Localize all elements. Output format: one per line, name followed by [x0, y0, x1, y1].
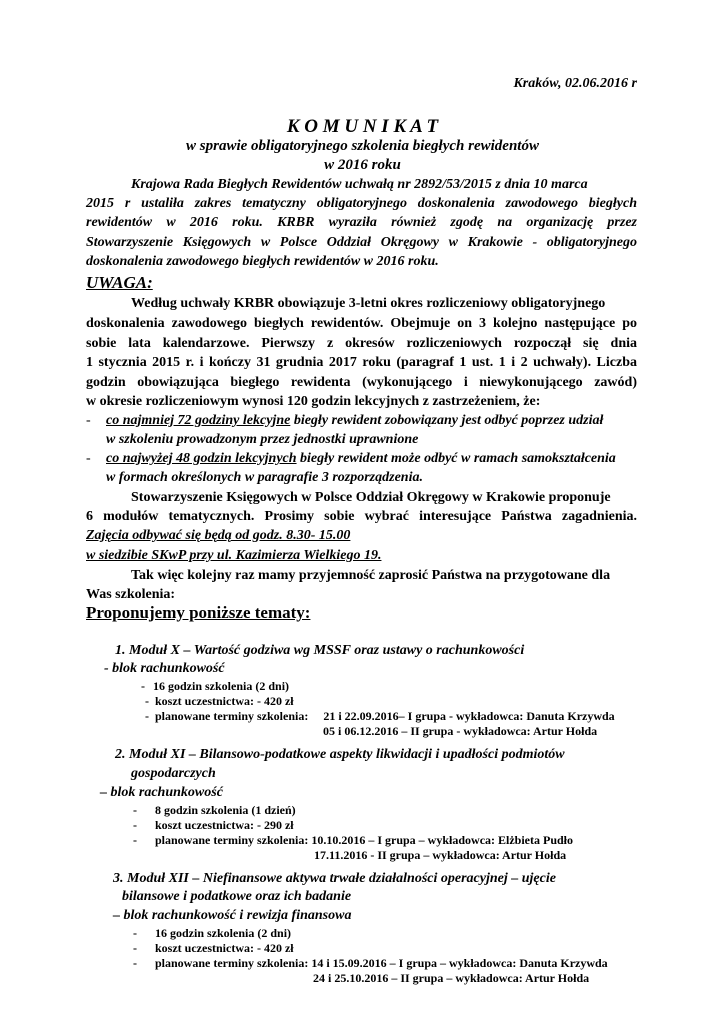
document-subtitle-line-2: w 2016 roku — [324, 157, 401, 173]
module-detail: planowane terminy szkolenia: 10.10.2016 – I grupa – wykładowca: Elżbieta Pudło — [155, 833, 574, 847]
proposal-line: Stowarzyszenie Księgowych w Polsce Oddział Okręgowy w Krakowie proponuje — [131, 490, 611, 505]
uwaga-line: 1 stycznia 2015 r. i kończy 31 grudnia 2017 roku (paragraf 1 ust. 1 i 2 uchwały). Liczba — [86, 355, 637, 370]
detail-dash: - — [133, 803, 137, 817]
detail-dash: - — [133, 818, 137, 832]
intro-line: 2015 r ustaliła zakres tematyczny obligatoryjnego doskonalenia zawodowego biegłych — [86, 196, 637, 211]
invite-line: Tak więc kolejny raz mamy przyjemność zaprosić Państwa na przygotowane dla — [131, 568, 611, 583]
bullet-underlined-text: co najmniej 72 godziny lekcyjne — [106, 413, 291, 428]
bullet-rest-text: biegły rewident zobowiązany jest odbyć poprzez udział — [290, 413, 604, 428]
module-detail: koszt uczestnictwa: - 290 zł — [155, 818, 294, 832]
module-title: 2. Moduł XI – Bilansowo-podatkowe aspekty likwidacji i upadłości podmiotów — [115, 747, 565, 762]
bullet-dash: - — [86, 413, 91, 428]
detail-dash: - — [145, 694, 149, 708]
bullet-underlined-text: co najwyżej 48 godzin lekcyjnych — [106, 451, 297, 466]
module-block: – blok rachunkowość i rewizja finansowa — [113, 908, 352, 923]
uwaga-heading: UWAGA: — [86, 273, 153, 292]
intro-line: Stowarzyszenie Księgowych w Polsce Oddział Okręgowy w Krakowie - obligatoryjnego — [86, 235, 637, 250]
module-title-cont: gospodarczych — [131, 766, 216, 781]
module-detail: planowane terminy szkolenia: 14 i 15.09.2016 – I grupa – wykładowca: Danuta Krzywda — [155, 956, 608, 970]
uwaga-line: godzin obowiązująca biegłego rewidenta (wykonującego i niewykonującego zawód) — [86, 375, 637, 390]
bullet-rest-text: biegły rewident może odbyć w ramach samokształcenia — [296, 451, 616, 466]
document-subtitle-line-1: w sprawie obligatoryjnego szkolenia biegłych rewidentów — [186, 138, 539, 154]
proposal-line: 6 modułów tematycznych. Prosimy sobie wybrać interesujące Państwa zagadnienia. — [86, 509, 637, 524]
module-detail: 8 godzin szkolenia (1 dzień) — [155, 803, 296, 817]
module-extra-date: 17.11.2016 - II grupa – wykładowca: Artur Hołda — [314, 848, 567, 862]
document-date: Kraków, 02.06.2016 r — [513, 76, 637, 91]
document-title: K O M U N I K A T — [286, 116, 439, 137]
bullet-item — [106, 413, 603, 429]
detail-dash: - — [141, 679, 145, 693]
module-title: 1. Moduł X – Wartość godziwa wg MSSF oraz ustawy o rachunkowości — [115, 643, 525, 658]
topics-heading: Proponujemy poniższe tematy: — [86, 603, 311, 622]
hours-info: Zajęcia odbywać się będą od godz. 8.30- 15.00 — [86, 528, 351, 543]
module-detail: koszt uczestnictwa: - 420 zł — [155, 941, 294, 955]
detail-dash: - — [133, 833, 137, 847]
detail-dash: - — [133, 956, 137, 970]
module-title: 3. Moduł XII – Niefinansowe aktywa trwałe działalności operacyjnej – ujęcie — [113, 871, 556, 886]
module-block: - blok rachunkowość — [104, 661, 225, 676]
invite-line: Was szkolenia: — [86, 587, 176, 602]
intro-line: doskonalenia zawodowego biegłych rewidentów w 2016 roku. — [86, 254, 439, 269]
bullet-continuation: w szkoleniu prowadzonym przez jednostki uprawnione — [106, 432, 419, 447]
bullet-continuation: w formach określonych w paragrafie 3 rozporządzenia. — [106, 470, 423, 485]
bullet-item — [106, 451, 616, 467]
module-block: – blok rachunkowość — [100, 785, 223, 800]
intro-line: Krajowa Rada Biegłych Rewidentów uchwałą nr 2892/53/2015 z dnia 10 marca — [131, 177, 588, 192]
module-title-cont: bilansowe i podatkowe oraz ich badanie — [122, 889, 352, 904]
uwaga-line: Według uchwały KRBR obowiązuje 3-letni okres rozliczeniowy obligatoryjnego — [131, 296, 606, 311]
module-extra-date: 05 i 06.12.2016 – II grupa - wykładowca: Artur Hołda — [323, 724, 598, 738]
uwaga-line: sobie lata kalendarzowe. Pierwszy z okresów rozliczeniowych rozpoczął się dnia — [86, 336, 637, 351]
uwaga-line: doskonalenia zawodowego biegłych rewidentów. Obejmuje on 3 kolejno następujące po — [86, 316, 637, 331]
location-info: w siedzibie SKwP przy ul. Kazimierza Wielkiego 19. — [86, 548, 382, 563]
detail-dash: - — [133, 926, 137, 940]
detail-dash: - — [133, 941, 137, 955]
module-detail: 16 godzin szkolenia (2 dni) — [155, 926, 292, 940]
uwaga-line: w okresie rozliczeniowym wynosi 120 godzin lekcyjnych z zastrzeżeniem, że: — [86, 394, 541, 409]
detail-dash: - — [145, 709, 149, 723]
module-extra-date: 24 i 25.10.2016 – II grupa – wykładowca: Artur Hołda — [313, 971, 590, 985]
bullet-dash: - — [86, 451, 91, 466]
intro-line: rewidentów w 2016 roku. KRBR wyraziła również zgodę na organizację przez — [86, 215, 637, 230]
module-detail: koszt uczestnictwa: - 420 zł — [155, 694, 294, 708]
module-detail: 16 godzin szkolenia (2 dni) — [153, 679, 290, 693]
module-detail: planowane terminy szkolenia: 21 i 22.09.2016– I grupa - wykładowca: Danuta Krzywda — [155, 709, 615, 723]
